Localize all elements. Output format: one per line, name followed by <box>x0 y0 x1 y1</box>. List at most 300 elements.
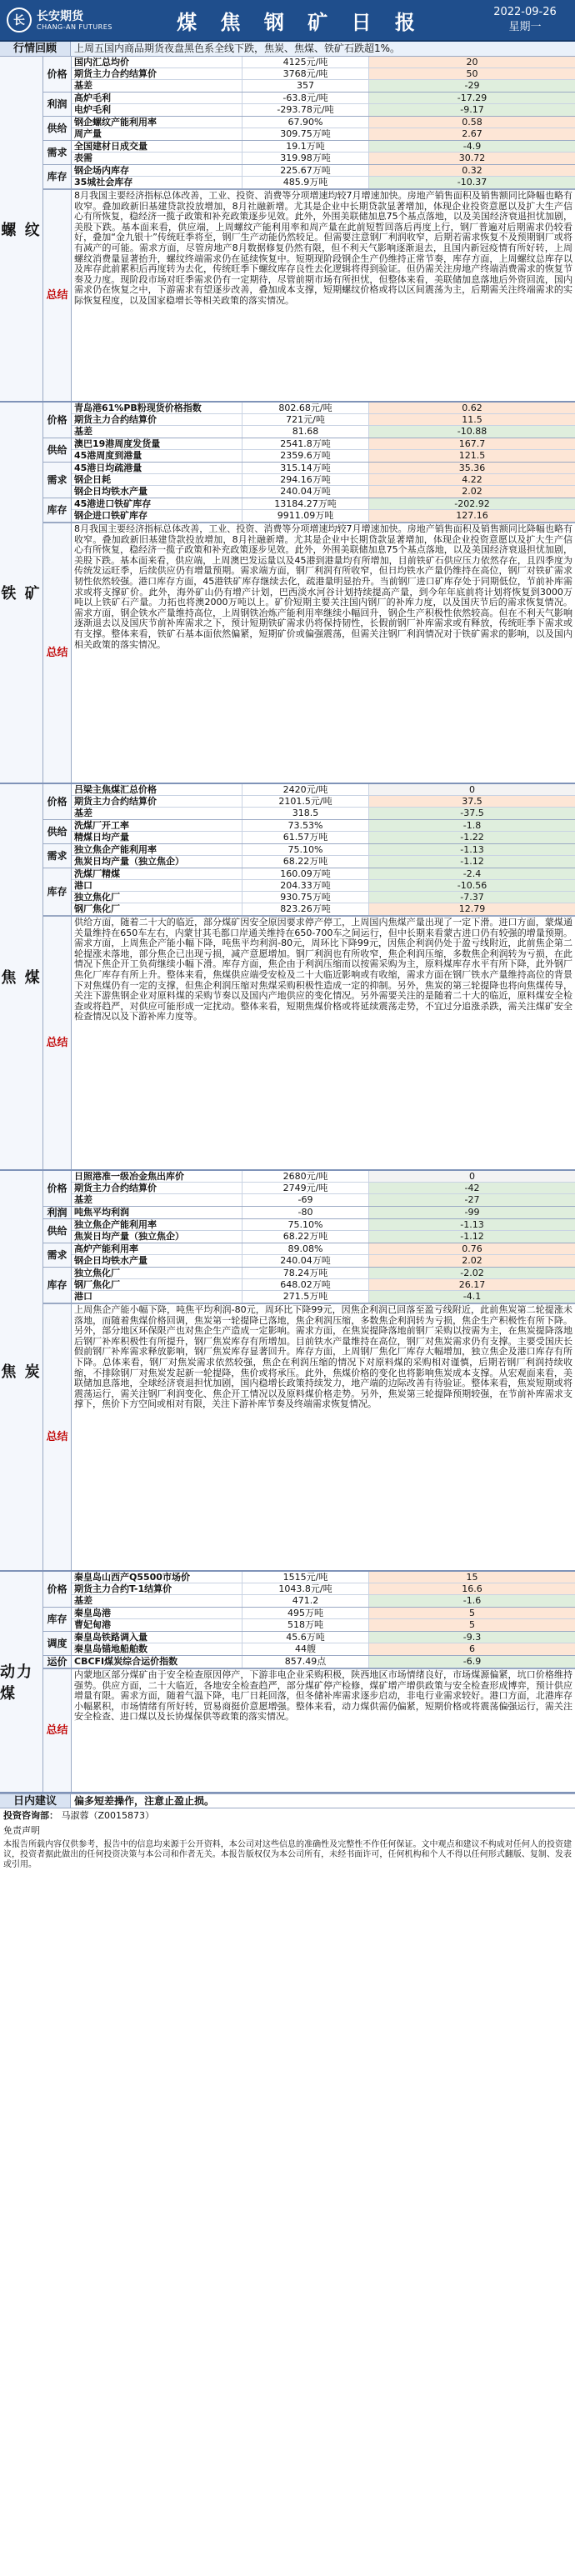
logo-mark-icon: 长 <box>7 8 32 33</box>
indicator-value: 81.68 <box>242 426 369 438</box>
commodity-section <box>0 784 575 1171</box>
indicator-value: 225.67万吨 <box>242 165 369 176</box>
weekday-text: 星期一 <box>508 21 542 33</box>
indicator-change: -27 <box>369 1194 575 1206</box>
logo-name: 长安期货 <box>37 9 83 23</box>
indicator-change: 20 <box>369 57 575 68</box>
date-text: 2022-09-26 <box>493 6 557 18</box>
indicator-name: 基差 <box>72 808 242 819</box>
indicator-row <box>72 438 575 450</box>
indicator-name: 高炉毛利 <box>72 93 242 103</box>
company-logo <box>0 8 125 33</box>
summary-text: 供给方面，随着二十大的临近，部分煤矿因安全原因要求停产停工，上周国内焦煤产量出现了一定下滑。进口方面，蒙煤通关量维持在650车左右，内蒙甘其毛都口岸通关维持在650-700车之间运行，但中长期来看蒙古进口仍有较强的增量预期。需求方面，上周焦企产能小幅下降，吨焦平均利润-80元，周环比下降99元，因焦企利润仍处于盈亏线附近，此前焦企第二轮提涨未落地，部分焦企已出现亏损，减产意愿增加。钢厂利润也有所收窄，焦企利润压缩，多数焦企利润转为亏损，在此情况下焦企开工负荷继续小幅下滑。库存方面，焦企由于利润压缩而以按需采购为主，原料煤库存水平有所下降，此外钢厂焦化厂库存有所上升。整体来看，焦煤供应端受安检及二十大临近影响或有收缩，需求方面在钢厂铁水产量维持高位的背景下对焦煤仍有一定的支撑，但焦企利润压缩对焦煤采购积极性造成一定的抑制。另外，焦炭的第三轮提降也将向焦煤传导，关注下游焦钢企业对原料煤的采购节奏以及国内产地供应的变化情况。另外需要关注的是随着二十大的临近，原料煤安全检查或将趋严，对供应可能形成一定扰动。整体来看，短期焦煤价格或将延续震荡走势，不宜过分追涨杀跌，需关注煤矿安全检查情况以及下游补库力度等。 <box>74 917 572 1023</box>
indicator-row <box>72 868 575 880</box>
indicator-change: 0 <box>369 784 575 795</box>
indicator-change: -10.88 <box>369 426 575 438</box>
group-category: 库存 <box>43 165 72 188</box>
summary-block <box>43 1303 575 1570</box>
indicator-name: 独立焦化厂 <box>72 892 242 903</box>
indicator-value: 319.98万吨 <box>242 153 369 164</box>
indicator-row <box>72 153 575 164</box>
indicator-row <box>72 1572 575 1583</box>
indicator-change: -4.9 <box>369 141 575 152</box>
indicator-value: 2359.6万吨 <box>242 450 369 462</box>
indicator-value: 2101.5元/吨 <box>242 796 369 807</box>
section-label: 铁 矿 <box>0 403 43 783</box>
indicator-rows <box>72 117 575 140</box>
indicator-change: -2.4 <box>369 868 575 879</box>
indicator-value: 44艘 <box>242 1643 369 1655</box>
indicator-row <box>72 1207 575 1218</box>
indicator-value: 45.6万吨 <box>242 1632 369 1643</box>
indicator-name: 青岛港61%PB粉现货价格指数 <box>72 403 242 413</box>
analyst-line <box>0 1808 575 1823</box>
summary-label: 总结 <box>43 523 72 783</box>
disclaimer-title: 免责声明 <box>3 1825 40 1836</box>
indicator-row <box>72 463 575 474</box>
indicator-change: -1.12 <box>369 856 575 868</box>
indicator-change: 0 <box>369 1171 575 1182</box>
indicator-value: 61.57万吨 <box>242 832 369 843</box>
summary-label: 总结 <box>43 1669 72 1792</box>
indicator-row <box>72 414 575 426</box>
group-category: 需求 <box>43 463 72 498</box>
indicator-change: 127.16 <box>369 510 575 522</box>
market-review-label: 行情回顾 <box>0 42 71 56</box>
indicator-rows <box>72 1608 575 1631</box>
indicator-change: -2.02 <box>369 1268 575 1278</box>
group-category: 价格 <box>43 1572 72 1607</box>
indicator-name: 港口 <box>72 1291 242 1303</box>
indicator-row <box>72 1608 575 1619</box>
indicator-change: -10.37 <box>369 177 575 188</box>
indicator-row <box>72 1231 575 1243</box>
indicator-value: 2541.8万吨 <box>242 438 369 449</box>
indicator-change: 4.22 <box>369 474 575 485</box>
group-category: 价格 <box>43 1171 72 1206</box>
indicator-name: 表需 <box>72 153 242 164</box>
indicator-value: 315.14万吨 <box>242 463 369 473</box>
indicator-value: 3768元/吨 <box>242 68 369 79</box>
indicator-name: 秦皇岛铁路调入量 <box>72 1632 242 1643</box>
section-label: 螺 纹 <box>0 57 43 401</box>
indicator-name: 吕梁主焦煤汇总价格 <box>72 784 242 795</box>
indicator-change: -1.22 <box>369 832 575 843</box>
section-label: 焦 煤 <box>0 784 43 1169</box>
indicator-name: 独立焦企产能利用率 <box>72 1219 242 1230</box>
indicator-value: -63.8元/吨 <box>242 93 369 103</box>
indicator-change: -17.29 <box>369 93 575 103</box>
indicator-name: 钢企日耗 <box>72 474 242 485</box>
indicator-row <box>72 128 575 140</box>
section-body <box>43 57 575 401</box>
group-category: 库存 <box>43 1268 72 1303</box>
indicator-name: 钢企螺纹产能利用率 <box>72 117 242 128</box>
indicator-value: 357 <box>242 80 369 92</box>
indicator-group <box>43 165 575 189</box>
group-category: 需求 <box>43 844 72 868</box>
group-category: 价格 <box>43 784 72 819</box>
indicator-change: -4.1 <box>369 1291 575 1303</box>
indicator-name: 秦皇岛山西产Q5500市场价 <box>72 1572 242 1583</box>
indicator-change: 2.02 <box>369 1255 575 1267</box>
indicator-row <box>72 880 575 892</box>
market-review <box>0 42 575 57</box>
indicator-value: 309.75万吨 <box>242 128 369 140</box>
indicator-value: 89.08% <box>242 1243 369 1254</box>
section-label: 焦 炭 <box>0 1171 43 1570</box>
indicator-rows <box>72 57 575 92</box>
indicator-group <box>43 844 575 868</box>
indicator-group <box>43 438 575 463</box>
indicator-row <box>72 1595 575 1607</box>
indicator-group <box>43 498 575 523</box>
indicator-name: 吨焦平均利润 <box>72 1207 242 1218</box>
indicator-name: 基差 <box>72 80 242 92</box>
indicator-rows <box>72 165 575 188</box>
indicator-name: 基差 <box>72 1595 242 1607</box>
indicator-group <box>43 868 575 916</box>
indicator-group <box>43 1219 575 1243</box>
indicator-rows <box>72 1207 575 1218</box>
indicator-rows <box>72 820 575 843</box>
indicator-name: 钢企日均铁水产量 <box>72 486 242 498</box>
group-category: 价格 <box>43 57 72 92</box>
indicator-name: 焦炭日均产量（独立焦企） <box>72 856 242 868</box>
indicator-row <box>72 1632 575 1643</box>
indicator-name: 国内汇总均价 <box>72 57 242 68</box>
section-body <box>43 784 575 1169</box>
indicator-group <box>43 403 575 438</box>
indicator-name: 独立焦企产能利用率 <box>72 844 242 855</box>
indicator-change: -37.5 <box>369 808 575 819</box>
indicator-change: -1.13 <box>369 1219 575 1230</box>
indicator-change: 121.5 <box>369 450 575 462</box>
indicator-row <box>72 1656 575 1668</box>
indicator-value: 78.24万吨 <box>242 1268 369 1278</box>
indicator-value: 19.1万吨 <box>242 141 369 152</box>
indicator-change: 16.6 <box>369 1583 575 1594</box>
summary-block <box>43 916 575 1169</box>
indicator-change: 0.76 <box>369 1243 575 1254</box>
indicator-value: 68.22万吨 <box>242 856 369 868</box>
indicator-value: 75.10% <box>242 844 369 855</box>
indicator-rows <box>72 784 575 819</box>
indicator-change: 11.5 <box>369 414 575 425</box>
indicator-name: 日照港准一级冶金焦出库价 <box>72 1171 242 1182</box>
group-category: 运价 <box>43 1656 72 1668</box>
indicator-rows <box>72 1632 575 1655</box>
indicator-change: 50 <box>369 68 575 79</box>
indicator-change: 12.79 <box>369 903 575 915</box>
indicator-row <box>72 1643 575 1655</box>
indicator-row <box>72 117 575 128</box>
indicator-row <box>72 1291 575 1303</box>
indicator-group <box>43 117 575 141</box>
indicator-rows <box>72 463 575 498</box>
indicator-row <box>72 403 575 414</box>
indicator-value: 67.90% <box>242 117 369 128</box>
indicator-row <box>72 474 575 486</box>
indicator-rows <box>72 1268 575 1303</box>
indicator-name: 焦炭日均产量（独立焦企） <box>72 1231 242 1243</box>
indicator-value: 2420元/吨 <box>242 784 369 795</box>
indicator-row <box>72 844 575 856</box>
indicator-name: 期货主力合约结算价 <box>72 414 242 425</box>
indicator-row <box>72 892 575 903</box>
indicator-row <box>72 808 575 819</box>
indicator-group <box>43 1268 575 1303</box>
indicator-row <box>72 1243 575 1255</box>
indicator-change: -6.9 <box>369 1656 575 1668</box>
indicator-name: 洗煤厂精煤 <box>72 868 242 879</box>
indicator-value: 294.16万吨 <box>242 474 369 485</box>
indicator-change: 0.58 <box>369 117 575 128</box>
summary-text: 上周焦企产能小幅下降，吨焦平均利润-80元，周环比下降99元，因焦企利润已回落至盈亏线附近，此前焦炭第二轮提涨未落地，而随着焦煤价格回调，焦炭第一轮提降已落地，焦企利润压缩，多数焦企利润转为亏损，焦企生产积极性有所下降。另外，部分地区环保限产也对焦企生产造成一定影响。需求方面，在焦炭提降落地前钢厂采购以按需为主，在焦炭提降落地后钢厂补库积极性有所提升，钢厂焦炭库存有所增加。目前铁水产量维持在高位，钢厂对焦炭需求仍有支撑。主要受国庆长假前钢厂补库需求释放影响，钢厂焦炭库存显著回升。库存方面，上周钢厂焦化厂库存大幅增加，独立焦企及港口库存有所下降。总体来看，钢厂对焦炭需求依然较强，焦企在利润压缩的情况下对原料煤的采购相对谨慎，后期若钢厂利润持续收缩，不排除钢厂对焦炭发起新一轮提降，焦价或将承压。此外，焦煤价格的变化也将影响焦炭成本支撑。从宏观面来看，美联储加息落地，全球经济衰退担忧加剧，国内稳增长政策持续发力，地产端的边际改善有待验证。整体来看，焦炭短期或将震荡运行，需关注钢厂利润变化、焦企开工情况以及原料煤价格走势。另外，焦炭第三轮提降预期较强，在节前补库需求支撑下，焦价下方空间或相对有限，关注下游补库节奏及终端需求恢复情况。 <box>74 1304 572 1410</box>
indicator-name: 钢企场内库存 <box>72 165 242 176</box>
indicator-row <box>72 426 575 438</box>
indicator-value: 73.53% <box>242 820 369 831</box>
section-body <box>43 403 575 783</box>
indicator-value: 930.75万吨 <box>242 892 369 903</box>
indicator-group <box>43 1207 575 1219</box>
indicator-row <box>72 177 575 188</box>
indicator-change: -1.13 <box>369 844 575 855</box>
indicator-value: 1515元/吨 <box>242 1572 369 1583</box>
indicator-rows <box>72 438 575 462</box>
commodity-section <box>0 403 575 784</box>
group-category: 供给 <box>43 438 72 462</box>
indicator-row <box>72 57 575 68</box>
indicator-row <box>72 104 575 116</box>
commodity-section <box>0 1572 575 1793</box>
indicator-row <box>72 498 575 510</box>
indicator-row <box>72 820 575 832</box>
market-review-text: 上周五国内商品期货夜盘黑色系全线下跌，焦炭、焦煤、铁矿石跌超1%。 <box>71 42 575 56</box>
indicator-name: 期货主力合约结算价 <box>72 1183 242 1193</box>
indicator-group <box>43 93 575 117</box>
indicator-row <box>72 1279 575 1291</box>
analyst-name: 马淑蓉（Z0015873） <box>61 1810 155 1821</box>
indicator-value: 68.22万吨 <box>242 1231 369 1243</box>
group-category: 需求 <box>43 1243 72 1267</box>
indicator-row <box>72 510 575 522</box>
commodity-section <box>0 57 575 403</box>
commodity-section <box>0 1171 575 1572</box>
group-category: 供给 <box>43 1219 72 1243</box>
section-body <box>43 1572 575 1792</box>
group-category: 库存 <box>43 1608 72 1631</box>
indicator-group <box>43 1572 575 1608</box>
indicator-row <box>72 1583 575 1595</box>
indicator-name: 秦皇岛锚地船舶数 <box>72 1643 242 1655</box>
indicator-name: 期货主力合约结算价 <box>72 68 242 79</box>
indicator-row <box>72 856 575 868</box>
indicator-name: CBCFI煤炭综合运价指数 <box>72 1656 242 1668</box>
indicator-group <box>43 463 575 498</box>
group-category: 利润 <box>43 1207 72 1218</box>
summary-text: 8月我国主要经济指标总体改善，工业、投资、消费等分项增速均较7月增速加快。房地产销售面积及销售额同比降幅也略有收窄。叠加政新旧基建贷款投放增加，8月社融新增。尤其是企业中长期贷款显著增加，体现企业投资意愿以及扩大生产信心有所恢复，稳经济一揽子政策和补充政策逐步见效。此外，外围美联储加息75个基点落地，以及美国经济衰退担忧加剧，美股下跌。基本面来看，供应端，上周螺纹产能利用率和周产量在此前短暂回落后再度上行，钢厂普遍对后期需求仍较看好，叠加“金九银十”传统旺季将至，钢厂生产动能仍然较足。但需要注意钢厂利润收窄，后期若需求恢复不及预期钢厂或将有减产的可能。需求方面，尽管房地产8月数据修复仍然有限，但不利天气影响逐渐退去，且国内新冠疫情有所好转，上周螺纹消费量显著抬升，螺纹终端需求仍在延续恢复中。短期现阶段钢企生产仍维持正常节奏，库存方面，上周螺纹总库存以及库存此前累积后再度转为去化，传统旺季下螺纹库存良性去化逻辑将得到验证。但仍需关注房地产终端消费需求的恢复节奏及力度。现阶段市场对旺季需求仍有一定期待，尽管前期市场有所担忧，但整体来看，美联储加息落地后外资回流，国内需求仍在恢复之中，下游需求有望逐步改善，叠加成本支撑，短期螺纹价格或将以区间震荡为主，后期需关注终端需求的实际恢复程度，以及国家稳增长等相关政策的落实情况。 <box>74 190 572 306</box>
indicator-rows <box>72 498 575 522</box>
group-category: 调度 <box>43 1632 72 1655</box>
indicator-value: 75.10% <box>242 1219 369 1230</box>
indicator-name: 高炉产能利用率 <box>72 1243 242 1254</box>
indicator-value: 495万吨 <box>242 1608 369 1618</box>
logo-english-name: CHANG-AN FUTURES <box>37 23 112 31</box>
indicator-row <box>72 486 575 498</box>
indicator-name: 35城社会库存 <box>72 177 242 188</box>
indicator-row <box>72 1255 575 1267</box>
indicator-change: 5 <box>369 1608 575 1618</box>
indicator-rows <box>72 1171 575 1206</box>
summary-block <box>43 189 575 401</box>
indicator-change: 35.36 <box>369 463 575 473</box>
group-category: 价格 <box>43 403 72 438</box>
indicator-row <box>72 832 575 843</box>
indicator-name: 钢企日均铁水产量 <box>72 1255 242 1267</box>
indicator-name: 秦皇岛港 <box>72 1608 242 1618</box>
indicator-name: 港口 <box>72 880 242 891</box>
daily-advice <box>0 1793 575 1808</box>
indicator-name: 期货主力合约结算价 <box>72 796 242 807</box>
group-category: 供给 <box>43 820 72 843</box>
indicator-row <box>72 1219 575 1231</box>
indicator-name: 澳巴19港周度发货量 <box>72 438 242 449</box>
indicator-change: 0.32 <box>369 165 575 176</box>
summary-label: 总结 <box>43 190 72 401</box>
indicator-row <box>72 165 575 177</box>
indicator-name: 基差 <box>72 1194 242 1206</box>
report-date <box>475 5 575 35</box>
indicator-name: 45港周度到港量 <box>72 450 242 462</box>
indicator-row <box>72 450 575 462</box>
indicator-change: 2.02 <box>369 486 575 498</box>
indicator-value: 721元/吨 <box>242 414 369 425</box>
indicator-name: 钢企进口铁矿库存 <box>72 510 242 522</box>
indicator-change: -1.8 <box>369 820 575 831</box>
indicator-name: 洗煤厂开工率 <box>72 820 242 831</box>
indicator-value: 802.68元/吨 <box>242 403 369 413</box>
indicator-change: -9.3 <box>369 1632 575 1643</box>
indicator-change: 0.62 <box>369 403 575 413</box>
summary-text: 内蒙地区部分煤矿由于安全检查原因停产，下游非电企业采购积极，陕西地区市场情绪良好，市场煤源偏紧，坑口价格维持强势。供应方面，二十大临近，各地安全检查趋严，部分煤矿停产检修，煤矿增产增供政策与安全检查形成博弈，预计供应增量有限。需求方面，随着气温下降，电厂日耗回落，但冬储补库需求逐步启动，非电行业需求较好。港口方面，北港库存小幅累积，市场情绪有所好转，贸易商挺价意愿增强。整体来看，动力煤供需仍偏紧，短期价格或将震荡偏强运行，需关注安全检查、进口煤以及长协煤保供等政策的落实情况。 <box>74 1669 572 1723</box>
indicator-name: 全国建材日成交量 <box>72 141 242 152</box>
indicator-name: 基差 <box>72 426 242 438</box>
indicator-change: -10.56 <box>369 880 575 891</box>
indicator-row <box>72 1194 575 1206</box>
report-header <box>0 0 575 42</box>
summary-label: 总结 <box>43 917 72 1169</box>
indicator-name: 期货主力合约T-1结算价 <box>72 1583 242 1594</box>
indicator-rows <box>72 868 575 915</box>
indicator-value: 471.2 <box>242 1595 369 1607</box>
indicator-name: 曹妃甸港 <box>72 1619 242 1631</box>
analyst-label: 投资咨询部： <box>3 1810 58 1821</box>
indicator-row <box>72 784 575 796</box>
indicator-name: 电炉毛利 <box>72 104 242 116</box>
summary-block <box>43 523 575 783</box>
indicator-row <box>72 1268 575 1279</box>
indicator-name: 钢厂焦化厂 <box>72 1279 242 1290</box>
indicator-value: 648.02万吨 <box>242 1279 369 1290</box>
indicator-value: 485.9万吨 <box>242 177 369 188</box>
indicator-name: 钢厂焦化厂 <box>72 903 242 915</box>
indicator-change: -29 <box>369 80 575 92</box>
indicator-rows <box>72 93 575 116</box>
indicator-value: -80 <box>242 1207 369 1218</box>
indicator-value: 1043.8元/吨 <box>242 1583 369 1594</box>
indicator-rows <box>72 1656 575 1668</box>
indicator-change: 167.7 <box>369 438 575 449</box>
indicator-rows <box>72 1219 575 1243</box>
indicator-row <box>72 1619 575 1631</box>
indicator-change: 37.5 <box>369 796 575 807</box>
indicator-name: 45港进口铁矿库存 <box>72 498 242 509</box>
indicator-change: 6 <box>369 1643 575 1655</box>
indicator-group <box>43 1632 575 1656</box>
indicator-name: 45港日均疏港量 <box>72 463 242 473</box>
daily-advice-label: 日内建议 <box>0 1794 71 1808</box>
indicator-change: -7.37 <box>369 892 575 903</box>
indicator-value: 318.5 <box>242 808 369 819</box>
indicator-row <box>72 93 575 104</box>
indicator-row <box>72 796 575 808</box>
group-category: 库存 <box>43 868 72 915</box>
indicator-group <box>43 1171 575 1207</box>
group-category: 利润 <box>43 93 72 116</box>
indicator-change: -99 <box>369 1207 575 1218</box>
indicator-value: 823.26万吨 <box>242 903 369 915</box>
indicator-name: 精煤日均产量 <box>72 832 242 843</box>
group-category: 供给 <box>43 117 72 140</box>
indicator-change: -9.17 <box>369 104 575 116</box>
indicator-group <box>43 141 575 165</box>
indicator-rows <box>72 1243 575 1267</box>
indicator-value: 518万吨 <box>242 1619 369 1631</box>
summary-label: 总结 <box>43 1304 72 1570</box>
indicator-change: -202.92 <box>369 498 575 509</box>
indicator-change: 5 <box>369 1619 575 1631</box>
indicator-name: 周产量 <box>72 128 242 140</box>
section-label: 动力煤 <box>0 1572 43 1792</box>
indicator-rows <box>72 403 575 438</box>
indicator-group <box>43 57 575 93</box>
indicator-rows <box>72 141 575 164</box>
indicator-group <box>43 1656 575 1668</box>
sections-container <box>0 57 575 1793</box>
group-category: 需求 <box>43 141 72 164</box>
report-title: 煤 焦 钢 矿 日 报 <box>177 10 423 34</box>
indicator-value: 240.04万吨 <box>242 1255 369 1267</box>
indicator-name: 独立焦化厂 <box>72 1268 242 1278</box>
indicator-row <box>72 903 575 915</box>
indicator-change: 30.72 <box>369 153 575 164</box>
indicator-value: 240.04万吨 <box>242 486 369 498</box>
indicator-value: 2680元/吨 <box>242 1171 369 1182</box>
indicator-change: -42 <box>369 1183 575 1193</box>
indicator-rows <box>72 844 575 868</box>
group-category: 库存 <box>43 498 72 522</box>
indicator-change: 15 <box>369 1572 575 1583</box>
indicator-group <box>43 784 575 820</box>
indicator-value: 271.5万吨 <box>242 1291 369 1303</box>
indicator-row <box>72 68 575 80</box>
indicator-change: -1.12 <box>369 1231 575 1243</box>
indicator-value: 857.49点 <box>242 1656 369 1668</box>
indicator-row <box>72 80 575 92</box>
indicator-value: 204.33万吨 <box>242 880 369 891</box>
indicator-group <box>43 1608 575 1632</box>
